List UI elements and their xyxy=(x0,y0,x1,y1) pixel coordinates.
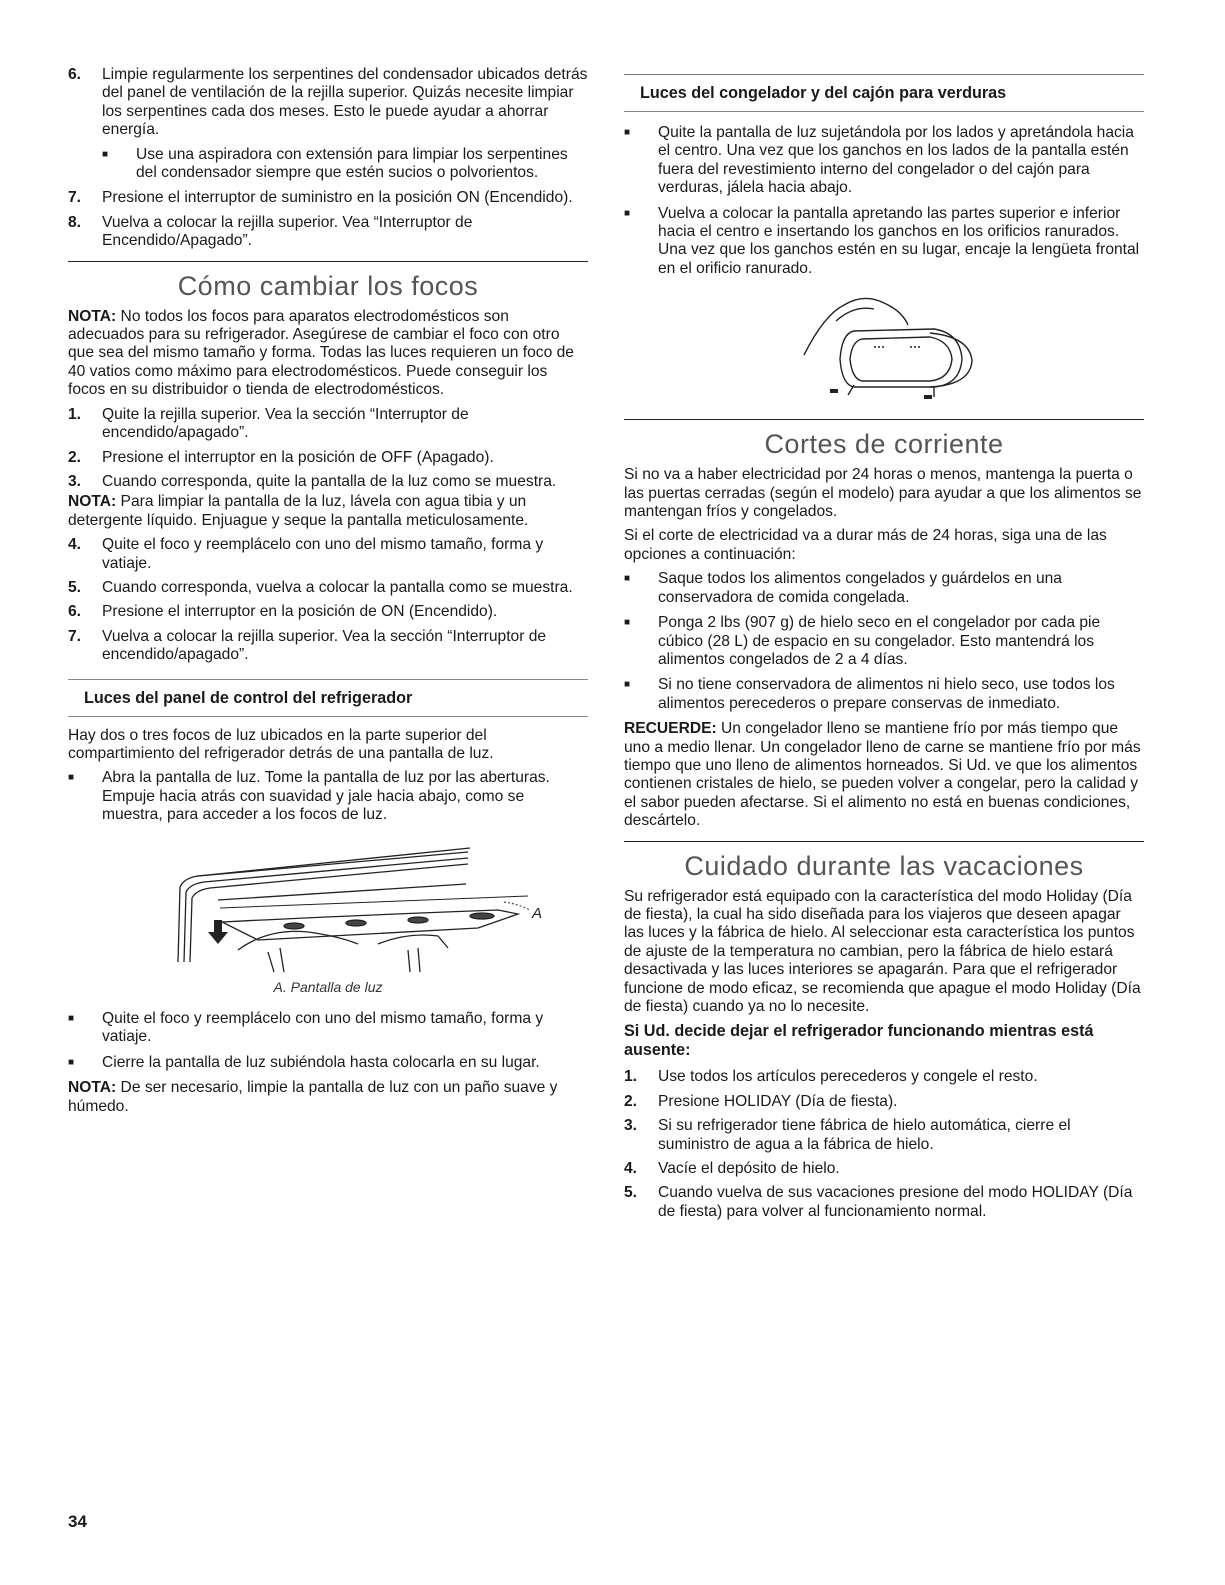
item-text: Quite la pantalla de luz sujetándola por los lados y apretándola hacia el centro. Una vez que los ganchos en los lados de la pantalla estén fuera del revestimiento interno del congelador o del cajón para verduras, jálela hacia abajo. xyxy=(658,124,1134,197)
list-item xyxy=(68,406,588,443)
figure-label: A xyxy=(532,904,543,922)
item-number: 5. xyxy=(624,1184,638,1202)
item-number: 8. xyxy=(68,213,82,231)
bullet-icon: ■ xyxy=(624,679,631,691)
bullet-icon: ■ xyxy=(68,772,75,784)
item-text: Abra la pantalla de luz. Tome la pantalla de luz por las aberturas. Empuje hacia atrás con suavidad y jale hacia abajo, como se muestra, para acceder a los focos de luz. xyxy=(102,769,550,824)
page-number: 34 xyxy=(68,1512,87,1531)
list-item xyxy=(624,570,1144,607)
paragraph: Hay dos o tres focos de luz ubicados en la parte superior del compartimiento del refrigerador detrás de una pantalla de luz. xyxy=(68,726,494,762)
item-text: Use una aspiradora con extensión para limpiar los serpentines del condensador siempre que estén sucios o polvorientos. xyxy=(136,145,568,182)
item-text: Cuando vuelva de sus vacaciones presione del modo HOLIDAY (Día de fiesta) para volver al funcionamiento normal. xyxy=(658,1184,1133,1220)
item-text: Quite el foco y reemplácelo con uno del mismo tamaño, forma y vatiaje. xyxy=(102,1010,544,1046)
item-text: Cierre la pantalla de luz subiéndola hasta colocarla en su lugar. xyxy=(102,1053,540,1071)
item-text: Cuando corresponda, vuelva a colocar la pantalla como se muestra. xyxy=(102,578,573,596)
list-item xyxy=(68,189,588,207)
item-number: 4. xyxy=(68,536,82,554)
item-number: 5. xyxy=(68,578,82,596)
item-text: Quite el foco y reemplácelo con uno del mismo tamaño, forma y vatiaje. xyxy=(102,536,544,572)
item-text: Si no tiene conservadora de alimentos ni hielo seco, use todos los alimentos perecederos o prepare conservas de inmediato. xyxy=(658,676,1115,712)
list-item xyxy=(624,1117,1144,1154)
list-item xyxy=(624,1160,1144,1178)
note-text: No todos los focos para aparatos electrodomésticos son adecuados para su refrigerador. Asegúrese de cambiar el foco con otro que sea del mismo tamaño y forma. Todas las luces requieren un foco de 40 vatios como máximo para electrodomésticos. Puede conseguir los focos en su distribuidor o tienda de electrodomésticos. xyxy=(68,307,574,399)
list-item xyxy=(68,1054,588,1072)
item-text: Use todos los artículos perecederos y congele el resto. xyxy=(658,1068,1038,1086)
figure-caption: A. Pantalla de luz xyxy=(273,978,383,995)
item-text: Cuando corresponda, quite la pantalla de la luz como se muestra. xyxy=(102,472,557,490)
note-label: NOTA: xyxy=(68,1079,117,1097)
item-text: Vuelva a colocar la rejilla superior. Vea “Interruptor de Encendido/Apagado”. xyxy=(102,213,473,250)
list-item xyxy=(624,205,1144,279)
step-note xyxy=(68,493,588,530)
bullet-icon: ■ xyxy=(624,617,631,629)
list-item xyxy=(624,614,1144,669)
note-text: Para limpiar la pantalla de la luz, lávela con agua tibia y un detergente líquido. Enjuague y seque la pantalla meticulosamente. xyxy=(68,493,529,529)
section-title: Cortes de corriente xyxy=(764,429,1004,460)
list-item xyxy=(624,676,1144,713)
list-item xyxy=(102,146,588,183)
note-label: NOTA: xyxy=(68,493,117,511)
item-text: Saque todos los alimentos congelados y guárdelos en una conservadora de comida congelada. xyxy=(658,570,1062,606)
section-divider xyxy=(624,419,1144,420)
note xyxy=(68,308,588,400)
list-item xyxy=(624,1093,1144,1111)
list-item xyxy=(624,1184,1144,1221)
item-text: Presione HOLIDAY (Día de fiesta). xyxy=(658,1092,898,1110)
light-shield-illustration xyxy=(118,832,543,974)
bullet-icon: ■ xyxy=(68,1056,75,1068)
list-item xyxy=(68,603,588,621)
item-text: Si su refrigerador tiene fábrica de hielo automática, cierre el suministro de agua a la fábrica de hielo. xyxy=(658,1117,1071,1153)
list-item xyxy=(68,536,588,573)
freezer-shield-illustration xyxy=(784,285,984,405)
item-number: 3. xyxy=(624,1117,638,1135)
item-number: 7. xyxy=(68,189,82,207)
list-item xyxy=(68,1010,588,1047)
section-divider xyxy=(68,261,588,262)
item-text: Presione el interruptor de suministro en la posición ON (Encendido). xyxy=(102,189,573,207)
list-item xyxy=(68,214,588,251)
reminder xyxy=(624,720,1144,830)
subsection-heading: Luces del congelador y del cajón para verduras xyxy=(624,75,1144,112)
paragraph: Su refrigerador está equipado con la característica del modo Holiday (Día de fiesta), la cual ha sido diseñada para los viajeros que deseen apagar las luces y la fábrica de hielo. Al seleccionar esta característica los puntos de ajuste de la temperatura no cambian, pero la fábrica de hielo estará desactivada y las luces interiores se apagarán. Para que el refrigerador funcione de modo eficaz, se recomienda que apague el modo Holiday (Día de fiesta) cuando ya no lo necesite. xyxy=(624,887,1141,1015)
reminder-text: Un congelador lleno se mantiene frío por más tiempo que uno a medio llenar. Un congelador lleno de carne se mantiene frío por más tiempo que uno lleno de alimentos horneados. Si Ud. ve que los alimentos contienen cristales de hielo, se pueden volver a congelar, pero la calidad y el sabor pueden afectarse. Si el alimento no está en buenas condiciones, descártelo. xyxy=(624,720,1141,830)
bullet-icon: ■ xyxy=(624,207,631,219)
list-item xyxy=(68,579,588,597)
item-text: Vuelva a colocar la pantalla apretando las partes superior e inferior hacia el centro e insertando los ganchos en los orificios ranurados. Una vez que los ganchos estén en su lugar, encaje la lengüeta frontal en el orificio ranurado. xyxy=(658,204,1140,277)
item-text: Vuelva a colocar la rejilla superior. Vea la sección “Interruptor de encendido/apagado”. xyxy=(102,627,547,664)
bullet-icon: ■ xyxy=(624,573,631,585)
section-title: Cuidado durante las vacaciones xyxy=(684,850,1084,881)
list-item xyxy=(68,449,588,467)
item-number: 3. xyxy=(68,472,82,490)
list-item xyxy=(624,1068,1144,1086)
section-divider xyxy=(624,841,1144,842)
list-item xyxy=(68,769,588,824)
item-text: Presione el interruptor en la posición de OFF (Apagado). xyxy=(102,448,494,466)
left-column xyxy=(68,66,588,1122)
paragraph: Si el corte de electricidad va a durar más de 24 horas, siga una de las opciones a continuación: xyxy=(624,527,1107,563)
list-item xyxy=(68,628,588,665)
item-number: 1. xyxy=(624,1068,638,1086)
item-text: Ponga 2 lbs (907 g) de hielo seco en el congelador por cada pie cúbico (28 L) de espacio en su congelador. Esto mantendrá los alimentos congelados de 2 a 4 días. xyxy=(658,614,1101,668)
item-number: 2. xyxy=(68,448,82,466)
right-column xyxy=(624,66,1144,1227)
list-item xyxy=(68,473,588,491)
bullet-icon: ■ xyxy=(624,127,631,138)
note xyxy=(68,1079,588,1116)
item-number: 2. xyxy=(624,1092,638,1110)
item-text: Vacíe el depósito de hielo. xyxy=(658,1160,840,1178)
list-item xyxy=(68,66,588,140)
item-number: 1. xyxy=(68,405,82,423)
item-text: Quite la rejilla superior. Vea la sección “Interruptor de encendido/apagado”. xyxy=(102,405,469,442)
item-text: Presione el interruptor en la posición de ON (Encendido). xyxy=(102,603,498,621)
note-text: De ser necesario, limpie la pantalla de luz con un paño suave y húmedo. xyxy=(68,1079,558,1115)
bullet-icon: ■ xyxy=(102,148,109,160)
paragraph: Si no va a haber electricidad por 24 horas o menos, mantenga la puerta o las puertas cerradas (según el modelo) para ayudar a que los alimentos se mantengan fríos y congelados. xyxy=(624,466,1142,521)
item-text: Limpie regularmente los serpentines del condensador ubicados detrás del panel de ventilación de la rejilla superior. Quizás necesite limpiar los serpentines cada dos meses. Esto le puede ayudar a ahorrar energía. xyxy=(102,66,588,139)
subsection-heading: Si Ud. decide dejar el refrigerador funcionando mientras está ausente: xyxy=(624,1022,1094,1060)
subsection-heading: Luces del panel de control del refrigerador xyxy=(68,679,588,717)
list-item xyxy=(624,124,1144,198)
item-number: 6. xyxy=(68,66,82,83)
note-label: NOTA: xyxy=(68,307,117,325)
bullet-icon: ■ xyxy=(68,1013,75,1024)
item-number: 4. xyxy=(624,1160,638,1178)
item-number: 7. xyxy=(68,627,82,645)
section-title: Cómo cambiar los focos xyxy=(177,270,479,301)
reminder-label: RECUERDE: xyxy=(624,720,717,738)
item-number: 6. xyxy=(68,603,82,621)
